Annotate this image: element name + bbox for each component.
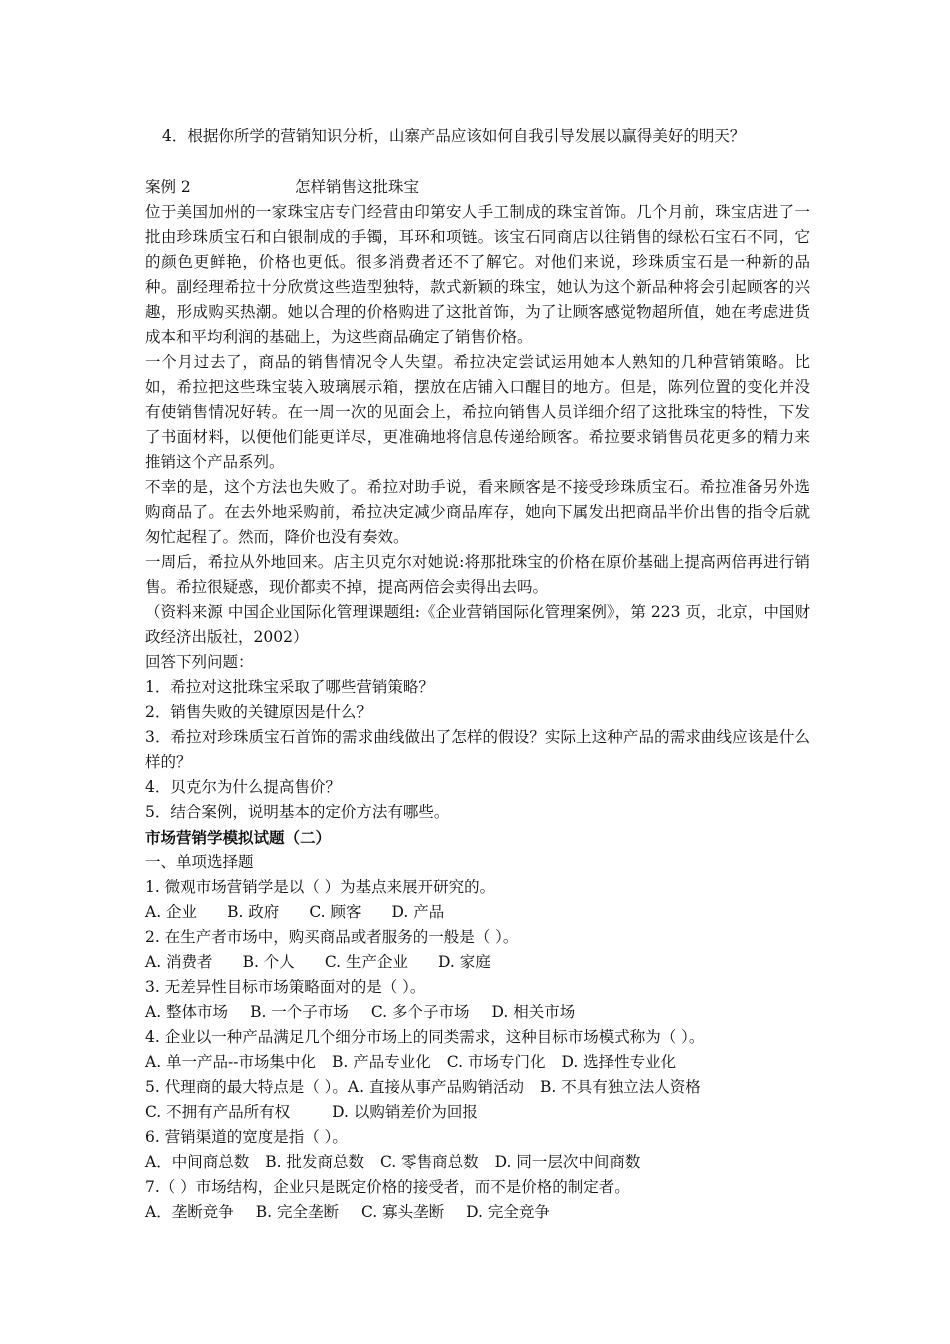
option: B. 批发商总数 — [265, 1153, 364, 1171]
question-line — [145, 1075, 810, 1100]
option: D. 产品 — [391, 903, 445, 921]
option: D. 家庭 — [437, 953, 491, 971]
section-heading: 一、单项选择题 — [145, 853, 254, 871]
option: B. 完全垄断 — [255, 1203, 339, 1221]
option: D. 选择性专业化 — [561, 1053, 677, 1071]
option: C. 生产企业 — [324, 953, 408, 971]
option: A. 消费者 — [145, 953, 213, 971]
option: D. 以购销差价为回报 — [332, 1103, 478, 1121]
question-stem: 6. 营销渠道的宽度是指（ ）。 — [145, 1128, 348, 1146]
option: B. 产品专业化 — [332, 1053, 431, 1071]
option: C. 不拥有产品所有权 — [145, 1103, 291, 1121]
question-options — [145, 900, 810, 925]
answer-prompt: 回答下列问题： — [145, 653, 254, 671]
option: B. 个人 — [242, 953, 295, 971]
question-stem: 5. 代理商的最大特点是（ ）。 — [145, 1078, 348, 1096]
case-title: 怎样销售这批珠宝 — [295, 178, 420, 196]
option: D. 完全竞争 — [466, 1203, 550, 1221]
question-stem: 7.（ ）市场结构，企业只是既定价格的接受者，而不是价格的制定者。 — [145, 1178, 630, 1196]
option: A. 单一产品--市场集中化 — [145, 1053, 317, 1071]
question-options — [145, 950, 810, 975]
case-paragraph: 不幸的是，这个方法也失败了。希拉对助手说，看来顾客是不接受珍珠质宝石。希拉准备另外选购商品了。在去外地采购前，希拉决定减少商品库存，她向下属发出把商品半价出售的指令后就匆忙起程了。然而，降价也没有奏效。 — [145, 478, 810, 546]
case-question: 1．希拉对这批珠宝采取了哪些营销策略？ — [145, 678, 434, 696]
case-paragraph: 一个月过去了，商品的销售情况令人失望。希拉决定尝试运用她本人熟知的几种营销策略。比如，希拉把这些珠宝装入玻璃展示箱，摆放在店铺入口醒目的地方。但是，陈列位置的变化并没有使销售情况好转。在一周一次的见面会上，希拉向销售人员详细介绍了这批珠宝的特性，下发了书面材料，以便他们能更详尽，更准确地将信息传递给顾客。希拉要求销售员花更多的精力来推销这个产品系列。 — [145, 353, 810, 471]
option: B. 政府 — [227, 903, 280, 921]
option: A. 整体市场 — [145, 1003, 229, 1021]
option: B. 不具有独立法人资格 — [539, 1078, 701, 1096]
option: A．垄断竞争 — [145, 1203, 234, 1221]
question-stem: 2. 在生产者市场中，购买商品或者服务的一般是（ ）。 — [145, 928, 519, 946]
case-question: 2．销售失败的关键原因是什么？ — [145, 703, 372, 721]
option: A. 直接从事产品购销活动 — [347, 1078, 524, 1096]
option: B. 一个子市场 — [250, 1003, 349, 1021]
option: C. 顾客 — [309, 903, 362, 921]
option: D. 同一层次中间商数 — [494, 1153, 641, 1171]
question-stem: 4. 企业以一种产品满足几个细分市场上的同类需求，这种目标市场模式称为（ ）。 — [145, 1028, 705, 1046]
case-source: （资料来源 中国企业国际化管理课题组:《企业营销国际化管理案例》，第 223 页，北京，中国财政经济出版社，2002） — [145, 603, 810, 646]
case-question: 4．贝克尔为什么提高售价？ — [145, 778, 341, 796]
option: D. 相关市场 — [491, 1003, 576, 1021]
case-question: 3．希拉对珍珠质宝石首饰的需求曲线做出了怎样的假设？实际上这种产品的需求曲线应该是什么样的？ — [145, 728, 810, 771]
page-content — [145, 124, 810, 1225]
option: A. 企业 — [145, 903, 198, 921]
question-stem: 1. 微观市场营销学是以（ ）为基点来展开研究的。 — [145, 878, 496, 896]
case-paragraph: 位于美国加州的一家珠宝店专门经营由印第安人手工制成的珠宝首饰。几个月前，珠宝店进了一批由珍珠质宝石和白银制成的手镯，耳环和项链。该宝石同商店以往销售的绿松石宝石不同，它的颜色更鲜艳，价格也更低。很多消费者还不了解它。对他们来说，珍珠质宝石是一种新的品种。副经理希拉十分欣赏这些造型独特，款式新颖的珠宝，她认为这个新品种将会引起顾客的兴趣，形成购买热潮。她以合理的价格购进了这批首饰，为了让顾客感觉物超所值，她在考虑进货成本和平均利润的基础上，为这些商品确定了销售价格。 — [145, 203, 810, 346]
case-heading — [145, 175, 810, 200]
exam-title: 市场营销学模拟试题（二） — [145, 828, 332, 847]
question-options — [145, 1200, 810, 1225]
case-paragraph: 一周后，希拉从外地回来。店主贝克尔对她说:将那批珠宝的价格在原价基础上提高两倍再进行销售。希拉很疑惑，现价都卖不掉，提高两倍会卖得出去吗。 — [145, 553, 810, 596]
option: C. 寡头垄断 — [360, 1203, 445, 1221]
case-question: 5．结合案例，说明基本的定价方法有哪些。 — [145, 803, 450, 821]
option: C. 市场专门化 — [446, 1053, 546, 1071]
question-options — [145, 1050, 810, 1075]
question-stem: 3. 无差异性目标市场策略面对的是（ ）。 — [145, 978, 426, 996]
question-options — [145, 1150, 810, 1175]
previous-question-4: 4．根据你所学的营销知识分析，山寨产品应该如何自我引导发展以赢得美好的明天？ — [162, 127, 746, 145]
option: A．中间商总数 — [145, 1153, 250, 1171]
option: C. 多个子市场 — [370, 1003, 470, 1021]
case-label: 案例 2 — [145, 178, 191, 196]
question-options — [145, 1000, 810, 1025]
option: C. 零售商总数 — [379, 1153, 479, 1171]
question-options — [145, 1100, 810, 1125]
